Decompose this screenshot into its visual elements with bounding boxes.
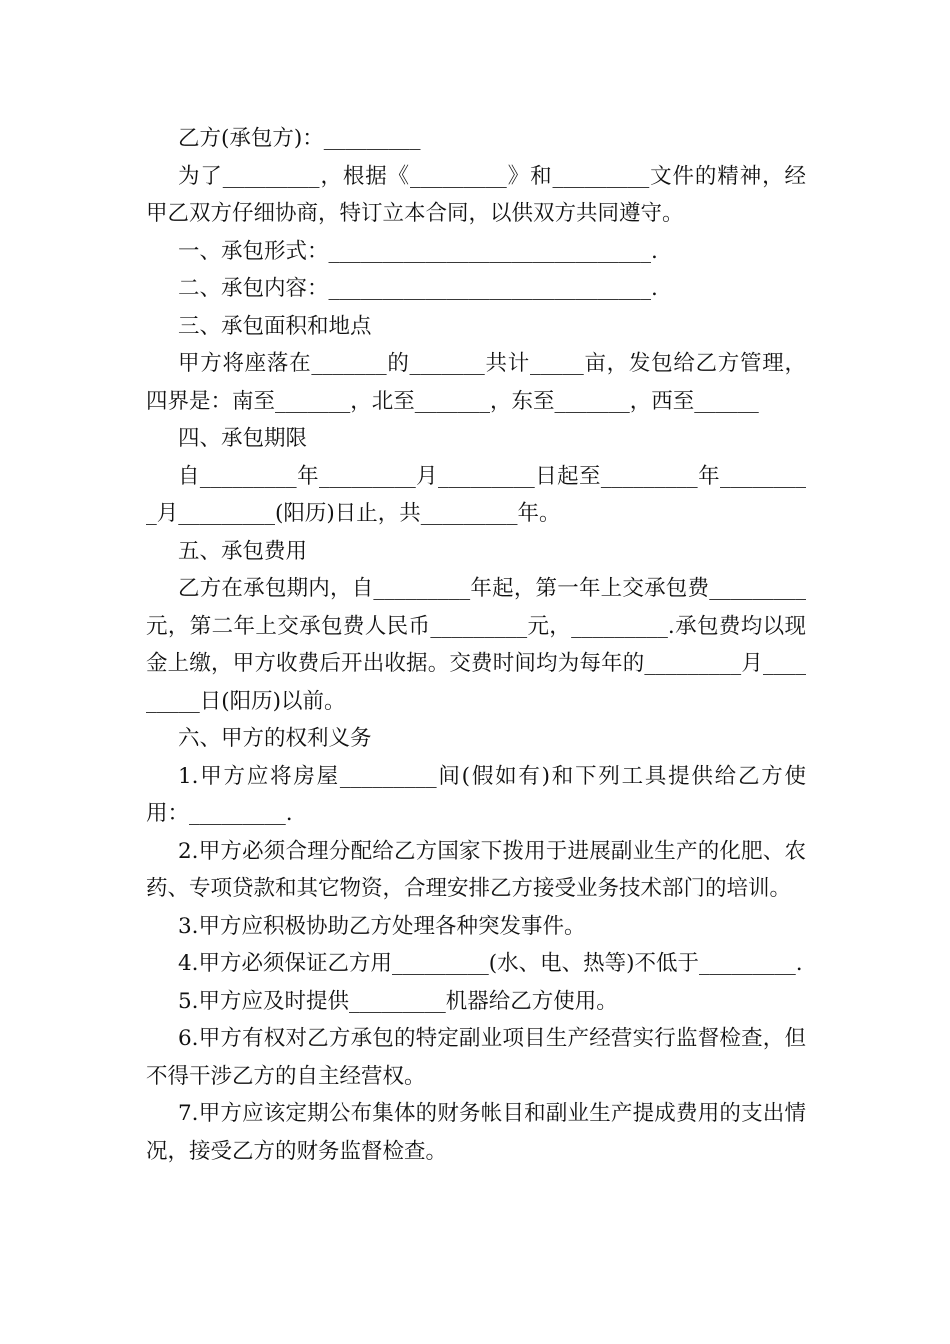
party-b-line: 乙方(承包方)：_________ — [178, 126, 421, 151]
section-6-heading: 六、甲方的权利义务 — [178, 726, 372, 751]
section-4-heading: 四、承包期限 — [178, 426, 308, 451]
section-4-paragraph: 自_________年_________月_________日起至_________年_________月_________(阳历)日止，共_________年。 — [146, 463, 806, 526]
section-3-heading: 三、承包面积和地点 — [178, 313, 372, 339]
clause-6-6: 6.甲方有权对乙方承包的特定副业项目生产经营实行监督检查，但不得干涉乙方的自主经营权。 — [146, 1026, 806, 1089]
clause-6-4: 4.甲方必须保证乙方用_________(水、电、热等)不低于_________. — [178, 951, 803, 976]
section-5-heading: 五、承包费用 — [178, 538, 308, 564]
purpose-paragraph: 为了_________，根据《_________》和_________文件的精神，经甲乙双方仔细协商，特订立本合同，以供双方共同遵守。 — [146, 163, 806, 226]
section-5-paragraph: 乙方在承包期内，自_________年起，第一年上交承包费_________元，第二年上交承包费人民币_________元，_________.承包费均以现金上缴，甲方收费后开出收据。交费时间均为每年的_________月_________日(阳历)以前。 — [146, 576, 806, 714]
section-2-content: 二、承包内容：______________________________. — [178, 276, 658, 301]
clause-6-2: 2.甲方必须合理分配给乙方国家下拨用于进展副业生产的化肥、农药、专项贷款和其它物资，合理安排乙方接受业务技术部门的培训。 — [146, 838, 806, 901]
section-1-form: 一、承包形式：______________________________. — [178, 238, 658, 264]
section-3-paragraph: 甲方将座落在_______的_______共计_____亩，发包给乙方管理，四界是：南至_______，北至_______，东至_______，西至______ — [146, 351, 806, 414]
clause-6-3: 3.甲方应积极协助乙方处理各种突发事件。 — [178, 913, 586, 939]
clause-6-5: 5.甲方应及时提供_________机器给乙方使用。 — [178, 988, 618, 1014]
clause-6-1: 1.甲方应将房屋_________间(假如有)和下列工具提供给乙方使用：_________. — [146, 763, 806, 826]
contract-body — [146, 120, 806, 1170]
clause-6-7: 7.甲方应该定期公布集体的财务帐目和副业生产提成费用的支出情况，接受乙方的财务监督检查。 — [146, 1101, 806, 1164]
